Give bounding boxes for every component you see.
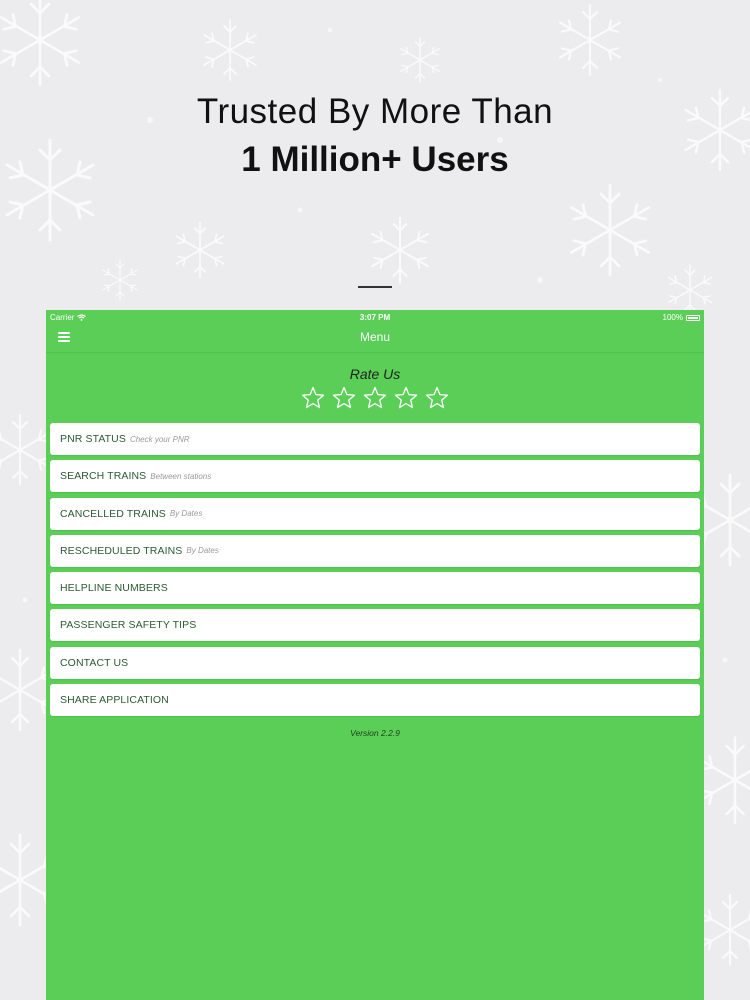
menu-item-title: HELPLINE NUMBERS bbox=[60, 582, 168, 595]
headline-line-2: 1 Million+ Users bbox=[241, 140, 509, 179]
menu-item-rescheduled-trains[interactable] bbox=[50, 535, 700, 567]
star-icon-3[interactable] bbox=[363, 386, 387, 410]
menu-item-subtitle: By Dates bbox=[186, 546, 219, 556]
app-screen bbox=[46, 310, 704, 1000]
star-icon-4[interactable] bbox=[394, 386, 418, 410]
nav-title: Menu bbox=[359, 330, 391, 344]
version-label: Version 2.2.9 bbox=[350, 728, 400, 738]
rate-us-label: Rate Us bbox=[349, 366, 401, 382]
rate-us-section bbox=[46, 366, 704, 410]
menu-item-cancelled-trains[interactable] bbox=[50, 498, 700, 530]
battery-icon bbox=[686, 315, 700, 321]
menu-list bbox=[50, 423, 700, 721]
menu-item-subtitle: By Dates bbox=[169, 509, 203, 519]
menu-item-title: CONTACT US bbox=[60, 656, 129, 669]
menu-item-helpline-numbers[interactable] bbox=[50, 572, 700, 604]
battery-indicator bbox=[663, 313, 700, 322]
star-rating bbox=[46, 386, 704, 410]
menu-item-share-application[interactable] bbox=[50, 684, 700, 716]
headline-divider bbox=[358, 286, 392, 288]
menu-item-pnr-status[interactable] bbox=[50, 423, 700, 455]
star-icon-5[interactable] bbox=[425, 386, 449, 410]
menu-item-title: SHARE APPLICATION bbox=[60, 694, 169, 707]
menu-item-search-trains[interactable] bbox=[50, 460, 700, 492]
carrier-label: Carrier bbox=[50, 313, 75, 322]
menu-item-title: PASSENGER SAFETY TIPS bbox=[60, 619, 197, 632]
star-icon-2[interactable] bbox=[332, 386, 356, 410]
menu-item-title: CANCELLED TRAINS bbox=[60, 507, 166, 520]
headline-line-1: Trusted By More Than bbox=[196, 92, 554, 131]
navigation-bar bbox=[46, 324, 704, 353]
status-time: 3:07 PM bbox=[359, 313, 391, 322]
menu-item-title: RESCHEDULED TRAINS bbox=[60, 544, 183, 557]
menu-item-subtitle: Check your PNR bbox=[129, 434, 190, 444]
menu-item-passenger-safety-tips[interactable] bbox=[50, 609, 700, 641]
menu-item-title: PNR STATUS bbox=[60, 433, 126, 445]
battery-percent: 100% bbox=[662, 313, 683, 322]
menu-item-subtitle: Between stations bbox=[150, 471, 212, 481]
star-icon-1[interactable] bbox=[301, 386, 325, 410]
menu-item-title: SEARCH TRAINS bbox=[60, 470, 147, 483]
status-bar bbox=[46, 310, 704, 324]
menu-item-contact-us[interactable] bbox=[50, 647, 700, 679]
